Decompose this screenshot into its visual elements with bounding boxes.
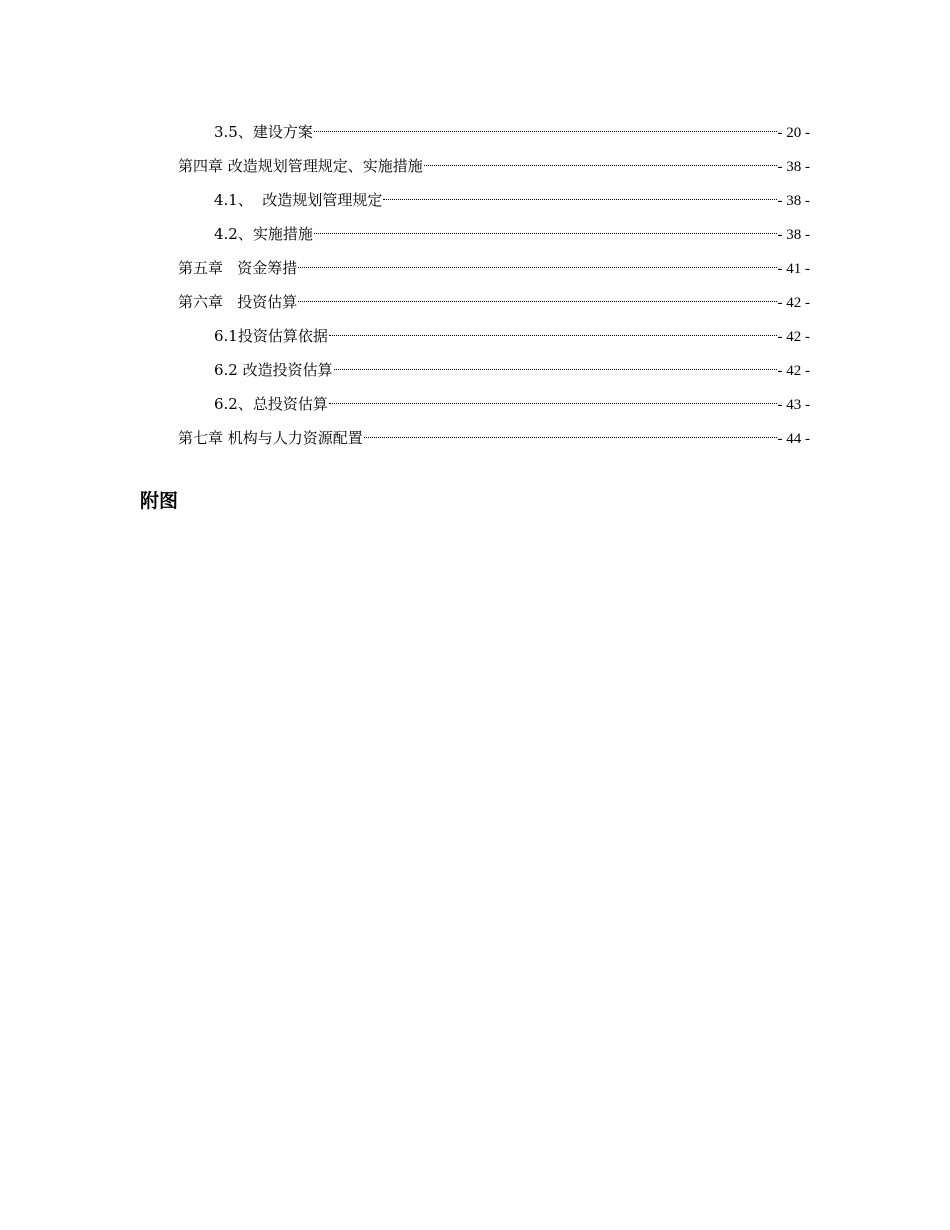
toc-entry-title: 第六章 投资估算 <box>178 293 298 311</box>
toc-entry-title: 6.2 改造投资估算 <box>214 361 333 379</box>
toc-dot-leader <box>363 419 778 443</box>
toc-page-number: - 42 - <box>777 295 810 311</box>
toc-entry-6-2[interactable] <box>214 351 810 379</box>
toc-page-number: - 38 - <box>777 227 810 243</box>
toc-dot-leader <box>313 215 778 239</box>
toc-page-number: - 42 - <box>777 363 810 379</box>
toc-page-number: - 38 - <box>777 159 810 175</box>
toc-page-number: - 41 - <box>777 261 810 277</box>
toc-page-number: - 44 - <box>777 431 810 447</box>
toc-entry-chapter-7[interactable] <box>178 419 810 447</box>
toc-entry-chapter-4[interactable] <box>178 147 810 175</box>
toc-entry-title: 6.2、总投资估算 <box>214 395 328 413</box>
toc-page-number: - 42 - <box>777 329 810 345</box>
toc-entry-6-1[interactable] <box>214 317 810 345</box>
toc-entry-title: 第四章 改造规划管理规定、实施措施 <box>178 157 423 175</box>
toc-page-number: - 20 - <box>777 125 810 141</box>
toc-dot-leader <box>423 147 778 171</box>
toc-dot-leader <box>297 283 777 307</box>
toc-entry-title: 4.1、 改造规划管理规定 <box>214 191 383 209</box>
toc-dot-leader <box>297 249 777 273</box>
toc-entry-chapter-6[interactable] <box>178 283 810 311</box>
appendix-heading: 附图 <box>140 490 179 512</box>
toc-entry-3-5[interactable] <box>214 113 810 141</box>
toc-entry-6-2-total[interactable] <box>214 385 810 413</box>
toc-entry-4-1[interactable] <box>214 181 810 209</box>
toc-dot-leader <box>313 113 778 137</box>
toc-entry-title: 第五章 资金筹措 <box>178 259 298 277</box>
toc-page-number: - 38 - <box>777 193 810 209</box>
toc-entry-4-2[interactable] <box>214 215 810 243</box>
toc-dot-leader <box>382 181 777 205</box>
toc-dot-leader <box>333 351 778 375</box>
toc-entry-title: 第七章 机构与人力资源配置 <box>178 429 363 447</box>
toc-entry-title: 3.5、建设方案 <box>214 123 313 141</box>
toc-dot-leader <box>328 385 778 409</box>
toc-entry-title: 6.1投资估算依据 <box>214 327 328 345</box>
toc-entry-title: 4.2、实施措施 <box>214 225 313 243</box>
toc-entry-chapter-5[interactable] <box>178 249 810 277</box>
toc-dot-leader <box>328 317 778 341</box>
toc-page-number: - 43 - <box>777 397 810 413</box>
